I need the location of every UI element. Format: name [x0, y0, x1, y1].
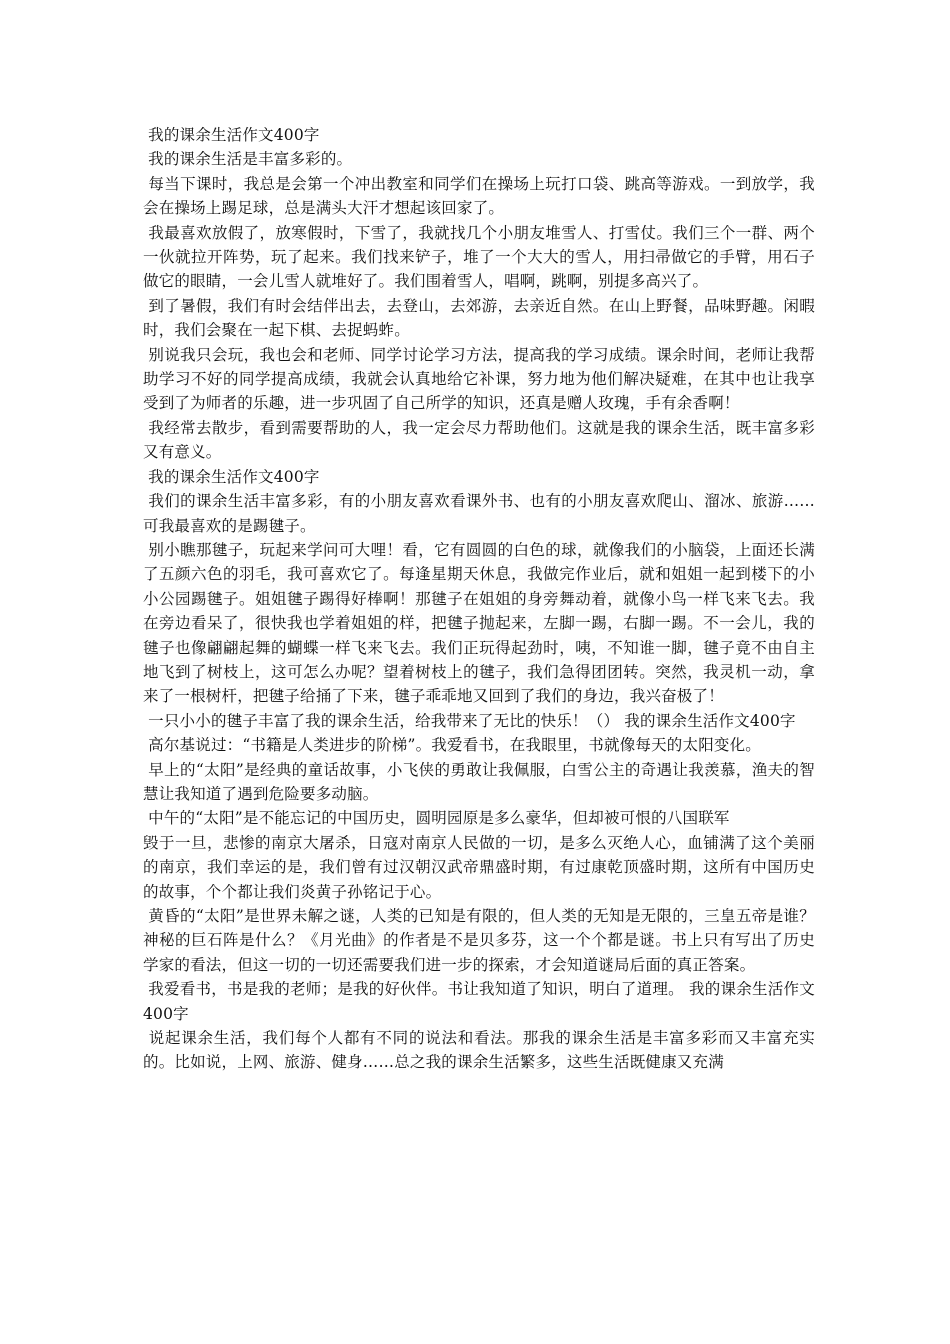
paragraph: 一只小小的毽子丰富了我的课余生活，给我带来了无比的快乐！（） 我的课余生活作文400字 — [143, 711, 796, 730]
paragraph: 别说我只会玩，我也会和老师、同学讨论学习方法，提高我的学习成绩。课余时间，老师让我帮助学习不好的同学提高成绩，我就会认真地给它补课，努力地为他们解决疑难，在其中也让我享受到了为师者的乐趣，进一步巩固了自己所学的知识，还真是赠人玫瑰，手有余香啊！ — [143, 345, 815, 413]
paragraph: 我最喜欢放假了，放寒假时，下雪了，我就找几个小朋友堆雪人、打雪仗。我们三个一群、两个一伙就拉开阵势，玩了起来。我们找来铲子，堆了一个大大的雪人，用扫帚做它的手臂，用石子做它的眼睛，一会儿雪人就堆好了。我们围着雪人，唱啊，跳啊，别提多高兴了。 — [143, 223, 815, 291]
paragraph: 黄昏的“太阳”是世界未解之谜，人类的已知是有限的，但人类的无知是无限的，三皇五帝是谁？神秘的巨石阵是什么？《月光曲》的作者是不是贝多芬，这一个个都是谜。书上只有写出了历史学家的看法，但这一切的一切还需要我们进一步的探索，才会知道谜局后面的真正答案。 — [143, 907, 815, 974]
paragraph: 早上的“太阳”是经典的童话故事，小飞侠的勇敢让我佩服，白雪公主的奇遇让我羡慕，渔夫的智慧让我知道了遇到危险要多动脑。 — [143, 760, 815, 803]
paragraph: 到了暑假，我们有时会结伴出去，去登山，去郊游，去亲近自然。在山上野餐，品味野趣。闲暇时，我们会聚在一起下棋、去捉蚂蚱。 — [143, 296, 815, 340]
paragraph: 我们的课余生活丰富多彩，有的小朋友喜欢看课外书、也有的小朋友喜欢爬山、溜冰、旅游……可我最喜欢的是踢毽子。 — [143, 492, 815, 535]
essay-title: 我的课余生活作文400字 — [143, 467, 320, 486]
essay-title: 我的课余生活作文400字 — [143, 126, 320, 144]
paragraph: 每当下课时，我总是会第一个冲出教室和同学们在操场上玩打口袋、跳高等游戏。一到放学，我会在操场上踢足球，总是满头大汗才想起该回家了。 — [143, 174, 815, 218]
paragraph: 高尔基说过：“书籍是人类进步的阶梯”。我爱看书，在我眼里，书就像每天的太阳变化。 — [143, 736, 761, 755]
paragraph: 我的课余生活是丰富多彩的。 — [143, 150, 353, 169]
document-body — [143, 123, 815, 1075]
paragraph: 中午的“太阳”是不能忘记的中国历史，圆明园原是多么豪华，但却被可恨的八国联军 — [143, 809, 730, 828]
paragraph: 别小瞧那毽子，玩起来学问可大哩！看，它有圆圆的白色的球，就像我们的小脑袋，上面还长满了五颜六色的羽毛，我可喜欢它了。每逢星期天休息，我做完作业后，就和姐姐一起到楼下的小小公园踢毽子。姐姐毽子踢得好棒啊！那毽子在姐姐的身旁舞动着，就像小鸟一样飞来飞去。我在旁边看呆了，很快我也学着姐姐的样，把毽子抛起来，左脚一踢，右脚一踢。不一会儿，我的毽子也像翩翩起舞的蝴蝶一样飞来飞去。我们正玩得起劲时，咦，不知谁一脚，毽子竟不由自主地飞到了树枝上，这可怎么办呢？望着树枝上的毽子，我们急得团团转。突然，我灵机一动，拿来了一根树杆，把毽子给捅了下来，毽子乖乖地又回到了我们的身边，我兴奋极了！ — [143, 540, 815, 706]
paragraph: 我爱看书，书是我的老师；是我的好伙伴。书让我知道了知识，明白了道理。 我的课余生活作文400字 — [143, 980, 815, 1023]
paragraph: 我经常去散步，看到需要帮助的人，我一定会尽力帮助他们。这就是我的课余生活，既丰富多彩又有意义。 — [143, 418, 815, 462]
paragraph: 说起课余生活，我们每个人都有不同的说法和看法。那我的课余生活是丰富多彩而又丰富充实的。比如说，上网、旅游、健身……总之我的课余生活繁多，这些生活既健康又充满 — [143, 1029, 815, 1072]
paragraph: 毁于一旦，悲惨的南京大屠杀，日寇对南京人民做的一切，是多么灭绝人心，血铺满了这个美丽的南京，我们幸运的是，我们曾有过汉朝汉武帝鼎盛时期，有过康乾顶盛时期，这所有中国历史的故事，个个都让我们炎黄子孙铭记于心。 — [143, 833, 815, 901]
